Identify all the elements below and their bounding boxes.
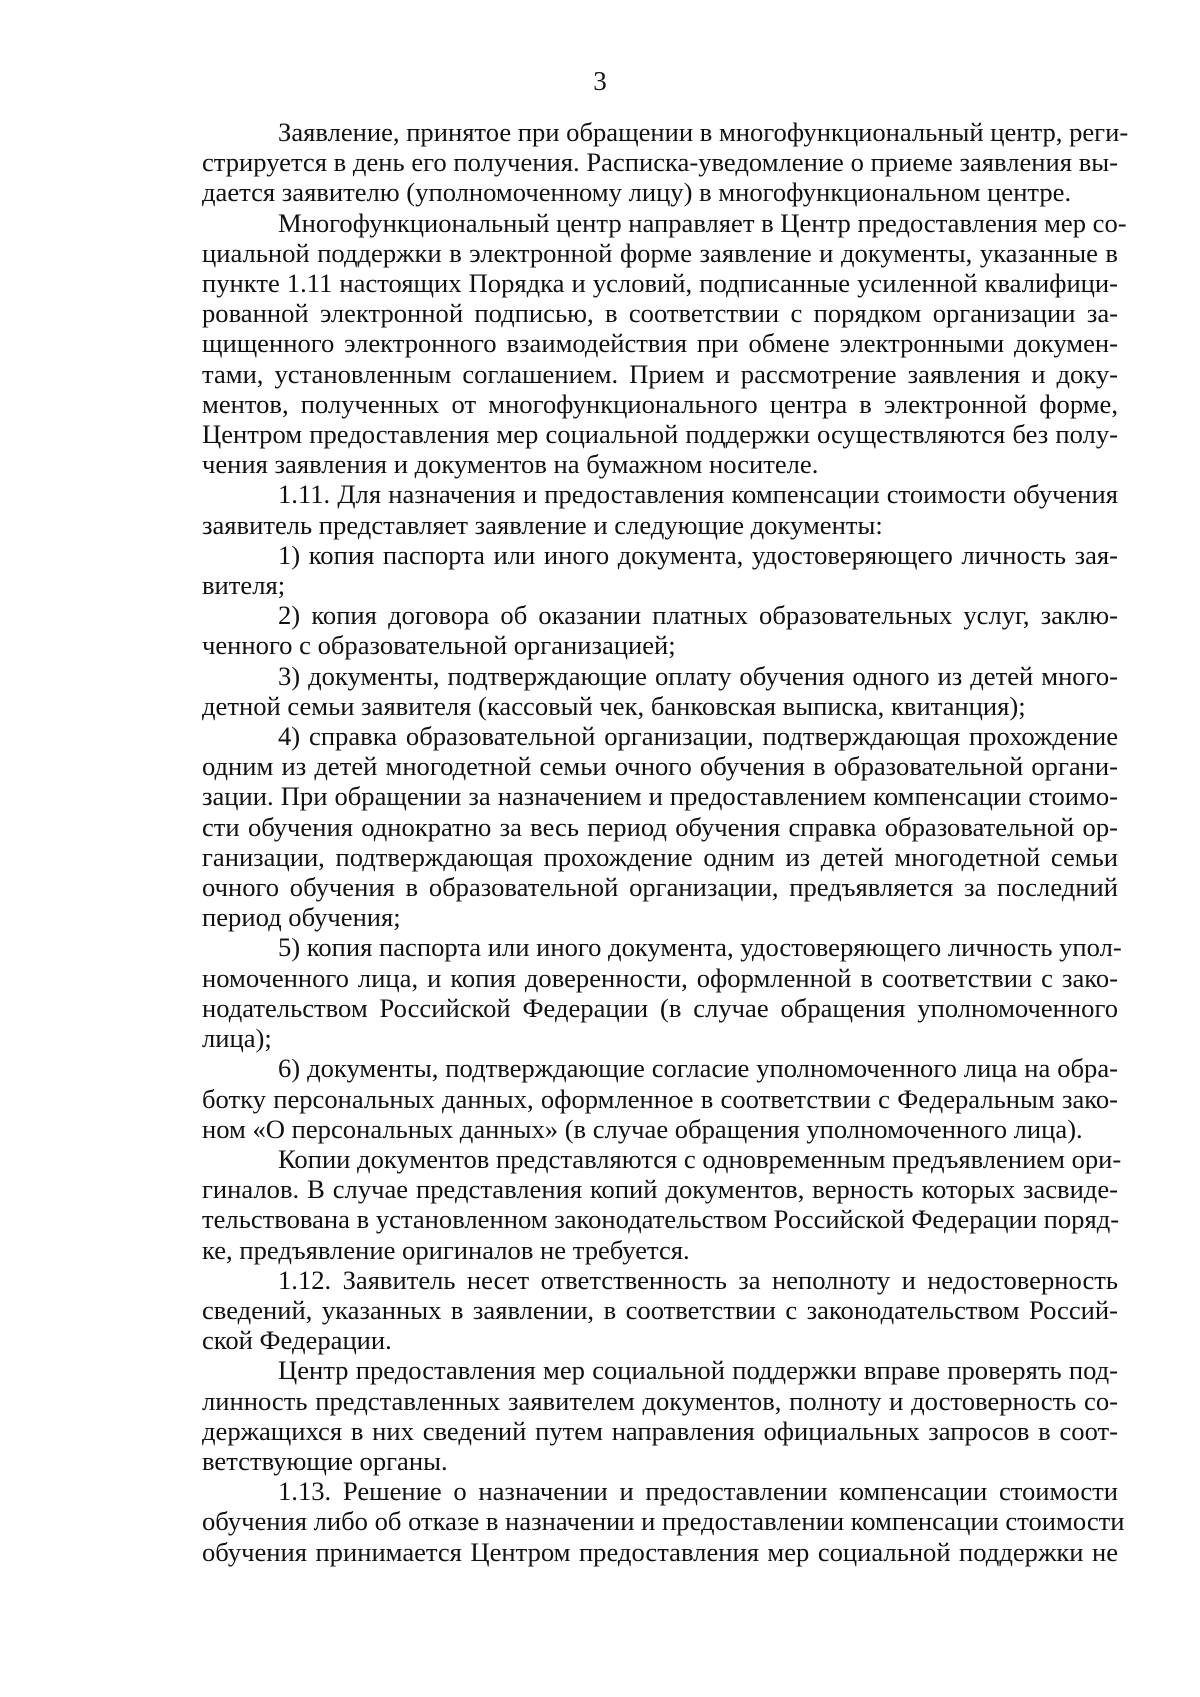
paragraph — [202, 1355, 1118, 1476]
text-line: детной семьи заявителя (кассовый чек, банковская выписка, квитанция); — [202, 690, 1026, 721]
text-line: Центром предоставления мер социальной поддержки осуществляются без полу- — [202, 419, 1118, 450]
text-line: чения заявления и документов на бумажном носителе. — [202, 449, 819, 480]
text-line: ботку персональных данных, оформленное в соответствии с Федеральным зако- — [202, 1083, 1118, 1114]
text-line: ченного с образовательной организацией; — [202, 630, 676, 661]
text-line: дается заявителю (уполномоченному лицу) в многофункциональном центре. — [202, 177, 1072, 208]
text-line: ской Федерации. — [202, 1325, 392, 1356]
text-line: ке, предъявление оригиналов не требуется. — [202, 1234, 690, 1265]
document-body — [202, 117, 1129, 1567]
text-line: ном «О персональных данных» (в случае обращения уполномоченного лица). — [202, 1113, 1083, 1144]
text-line: 5) копия паспорта или иного документа, удостоверяющего личность упол- — [278, 932, 1122, 963]
text-line: очного обучения в образовательной организации, предъявляется за последний — [202, 872, 1118, 903]
paragraph — [202, 540, 1118, 600]
text-line: нодательством Российской Федерации (в случае обращения уполномоченного — [202, 992, 1118, 1023]
text-line: 3) документы, подтверждающие оплату обучения одного из детей много- — [278, 660, 1118, 691]
text-line: сведений, указанных в заявлении, в соответствии с законодательством Россий- — [202, 1294, 1118, 1325]
text-line: пункте 1.11 настоящих Порядка и условий, подписанные усиленной квалифици- — [202, 268, 1118, 299]
paragraph — [202, 1053, 1118, 1144]
paragraph — [202, 661, 1118, 721]
paragraph — [202, 207, 1127, 480]
text-line: тами, установленным соглашением. Прием и рассмотрение заявления и доку- — [202, 358, 1118, 389]
text-line: ментов, полученных от многофункционального центра в электронной форме, — [202, 388, 1118, 419]
text-line: 1.12. Заявитель несет ответственность за неполноту и недостоверность — [278, 1264, 1118, 1295]
text-line: лица); — [202, 1023, 272, 1054]
text-line: Многофункциональный центр направляет в Центр предоставления мер со- — [278, 207, 1127, 238]
text-line: обучения либо об отказе в назначении и предоставлении компенсации стоимости — [202, 1506, 1125, 1537]
paragraph — [202, 1143, 1122, 1265]
page-number: 3 — [593, 66, 607, 96]
text-line: вителя; — [202, 570, 286, 601]
text-line: зации. При обращении за назначением и предоставлением компенсации стоимо- — [202, 781, 1118, 812]
text-line: ганизации, подтверждающая прохождение одним из детей многодетной семьи — [202, 841, 1118, 872]
text-line: гиналов. В случае представления копий документов, верность которых засвиде- — [202, 1174, 1118, 1205]
text-line: стрируется в день его получения. Расписка-уведомление о приеме заявления вы- — [202, 147, 1118, 178]
text-line: сти обучения однократно за весь период обучения справка образовательной ор- — [202, 811, 1118, 842]
text-line: циальной поддержки в электронной форме заявление и документы, указанные в — [202, 237, 1118, 268]
paragraph — [202, 117, 1129, 208]
text-line: 1.13. Решение о назначении и предоставлении компенсации стоимости — [278, 1476, 1118, 1507]
text-line: 2) копия договора об оказании платных образовательных услуг, заклю- — [278, 600, 1118, 631]
text-line: одним из детей многодетной семьи очного обучения в образовательной органи- — [202, 751, 1118, 782]
paragraph — [202, 721, 1118, 932]
paragraph — [202, 932, 1122, 1054]
paragraph — [202, 600, 1118, 660]
paragraph — [202, 479, 1118, 539]
text-line: 1.11. Для назначения и предоставления компенсации стоимости обучения — [278, 479, 1118, 510]
text-line: Центр предоставления мер социальной поддержки вправе проверять под- — [278, 1355, 1118, 1386]
text-line: номоченного лица, и копия доверенности, оформленной в соответствии с зако- — [202, 962, 1118, 993]
text-line: 6) документы, подтверждающие согласие уполномоченного лица на обра- — [278, 1053, 1118, 1084]
text-line: держащихся в них сведений путем направления официальных запросов в соот- — [202, 1415, 1118, 1446]
text-line: 1) копия паспорта или иного документа, удостоверяющего личность зая- — [278, 539, 1118, 570]
text-line: линность представленных заявителем документов, полноту и достоверность со- — [202, 1385, 1118, 1416]
paragraph — [202, 1476, 1125, 1567]
text-line: 4) справка образовательной организации, подтверждающая прохождение — [278, 721, 1118, 752]
text-line: ветствующие органы. — [202, 1445, 448, 1476]
text-line: тельствована в установленном законодательством Российской Федерации поряд- — [202, 1204, 1120, 1235]
text-line: Копии документов представляются с одновременным предъявлением ори- — [278, 1143, 1122, 1174]
text-line: обучения принимается Центром предоставления мер социальной поддержки не — [202, 1536, 1118, 1567]
text-line: щищенного электронного взаимодействия при обмене электронными докумен- — [202, 328, 1118, 359]
text-line: заявитель представляет заявление и следующие документы: — [202, 509, 883, 540]
text-line: Заявление, принятое при обращении в многофункциональный центр, реги- — [278, 117, 1129, 147]
text-line: рованной электронной подписью, в соответствии с порядком организации за- — [202, 298, 1118, 329]
text-line: период обучения; — [202, 902, 401, 933]
paragraph — [202, 1265, 1118, 1356]
